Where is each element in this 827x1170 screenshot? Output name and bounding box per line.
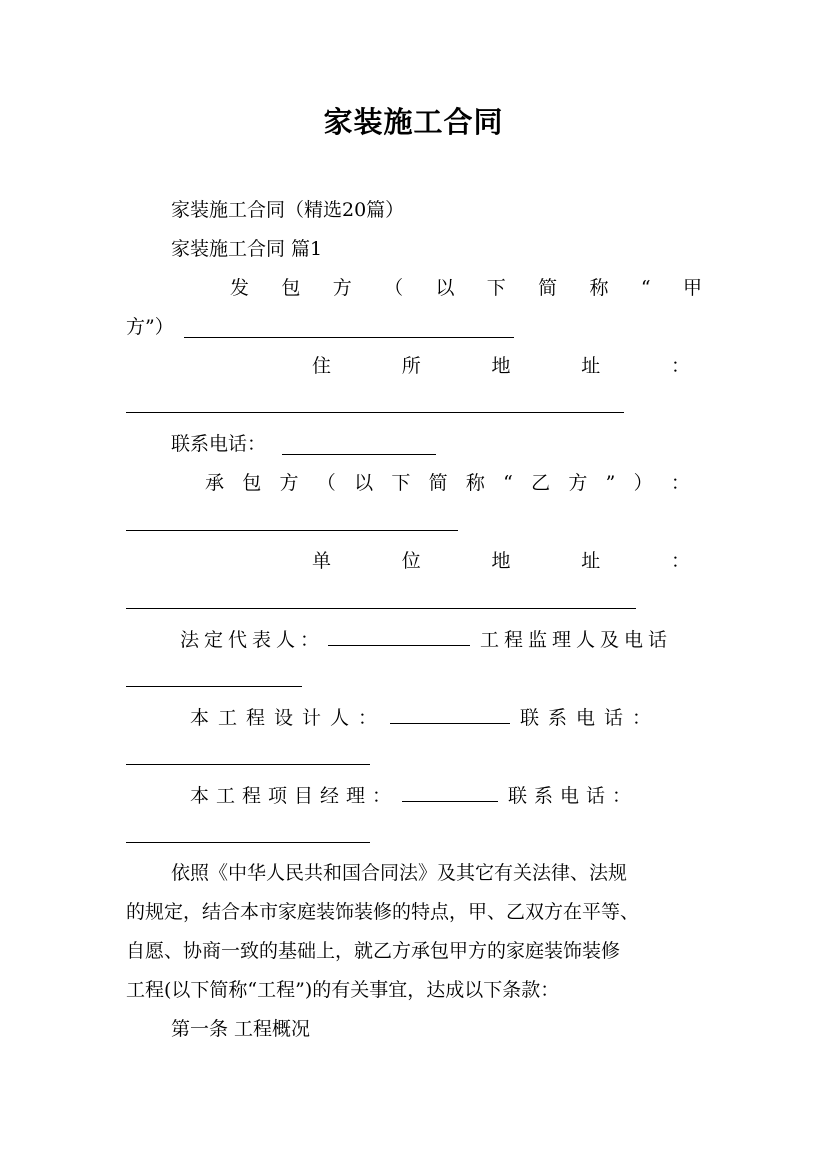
contractor-char: 方 — [568, 472, 588, 494]
employer-char: “ — [640, 277, 651, 299]
address-blank[interactable] — [126, 412, 624, 413]
contractor-char: 称 — [465, 472, 485, 494]
pm-line — [190, 776, 702, 816]
subtitle: 家装施工合同（精选20篇） — [171, 199, 405, 221]
contact-phone-label: 联系电话： — [171, 433, 267, 455]
employer-char: 发 — [230, 277, 250, 299]
contractor-char: 下 — [391, 472, 411, 494]
section-heading: 家装施工合同 篇1 — [171, 238, 323, 260]
unit-address-blank[interactable] — [126, 608, 636, 609]
address-char: 住 — [312, 355, 332, 377]
document-title: 家装施工合同 — [323, 105, 504, 139]
employer-char: 下 — [486, 277, 506, 299]
unit-address-char: ： — [670, 550, 690, 572]
employer-char: 方 — [332, 277, 352, 299]
contractor-char: （ — [316, 472, 336, 494]
contractor-char: 方 — [279, 472, 299, 494]
designer-phone-label: 联系电话： — [520, 707, 661, 729]
pm-phone-blank[interactable] — [126, 842, 370, 843]
employer-char: 包 — [281, 277, 301, 299]
contractor-label — [205, 463, 690, 503]
unit-address-char: 位 — [401, 550, 421, 572]
contractor-char: 以 — [354, 472, 374, 494]
unit-address-char: 址 — [581, 550, 601, 572]
pm-blank[interactable] — [402, 800, 498, 802]
designer-phone-blank[interactable] — [126, 764, 370, 765]
address-char: 址 — [581, 355, 601, 377]
contractor-char: “ — [503, 472, 513, 494]
employer-char: （ — [384, 277, 404, 299]
pm-label: 本工程项目经理： — [190, 785, 399, 807]
pm-phone-label: 联系电话： — [508, 785, 639, 807]
employer-char: 以 — [435, 277, 455, 299]
legal-rep-line — [180, 620, 702, 660]
contact-phone-blank[interactable] — [282, 454, 436, 455]
article-heading: 第一条 工程概况 — [171, 1018, 311, 1040]
designer-blank[interactable] — [390, 722, 510, 724]
body-line: 自愿、协商一致的基础上，就乙方承包甲方的家庭装饰装修 — [126, 940, 621, 962]
employer-char: 称 — [589, 277, 609, 299]
address-label — [312, 346, 690, 386]
legal-rep-blank[interactable] — [328, 644, 470, 646]
supervisor-blank[interactable] — [126, 686, 302, 687]
unit-address-label — [312, 541, 690, 581]
contractor-char: ） — [633, 472, 653, 494]
address-char: 所 — [401, 355, 421, 377]
address-char: 地 — [491, 355, 511, 377]
employer-tail-line — [126, 307, 702, 347]
employer-label — [230, 268, 702, 308]
contractor-char: ” — [605, 472, 616, 494]
body-line: 的规定，结合本市家庭装饰装修的特点，甲、乙双方在平等、 — [126, 901, 640, 923]
contractor-char: 承 — [205, 472, 225, 494]
body-line: 工程(以下简称“工程”)的有关事宜，达成以下条款： — [126, 979, 560, 1001]
employer-char: 简 — [538, 277, 558, 299]
employer-char: 甲 — [682, 277, 702, 299]
contractor-char: 简 — [428, 472, 448, 494]
unit-address-char: 地 — [491, 550, 511, 572]
contractor-blank[interactable] — [126, 530, 458, 531]
employer-tail: 方”） — [126, 316, 174, 338]
contractor-char: 包 — [242, 472, 262, 494]
designer-label: 本工程设计人： — [190, 707, 387, 729]
contractor-char: 乙 — [531, 472, 551, 494]
unit-address-char: 单 — [312, 550, 332, 572]
contractor-char: ： — [670, 472, 690, 494]
designer-line — [190, 698, 702, 738]
employer-blank[interactable] — [184, 337, 514, 338]
address-char: ： — [670, 355, 690, 377]
body-line: 依照《中华人民共和国合同法》及其它有关法律、法规 — [171, 862, 628, 884]
supervisor-label: 工程监理人及电话 — [480, 629, 673, 651]
legal-rep-label: 法定代表人： — [180, 629, 325, 651]
